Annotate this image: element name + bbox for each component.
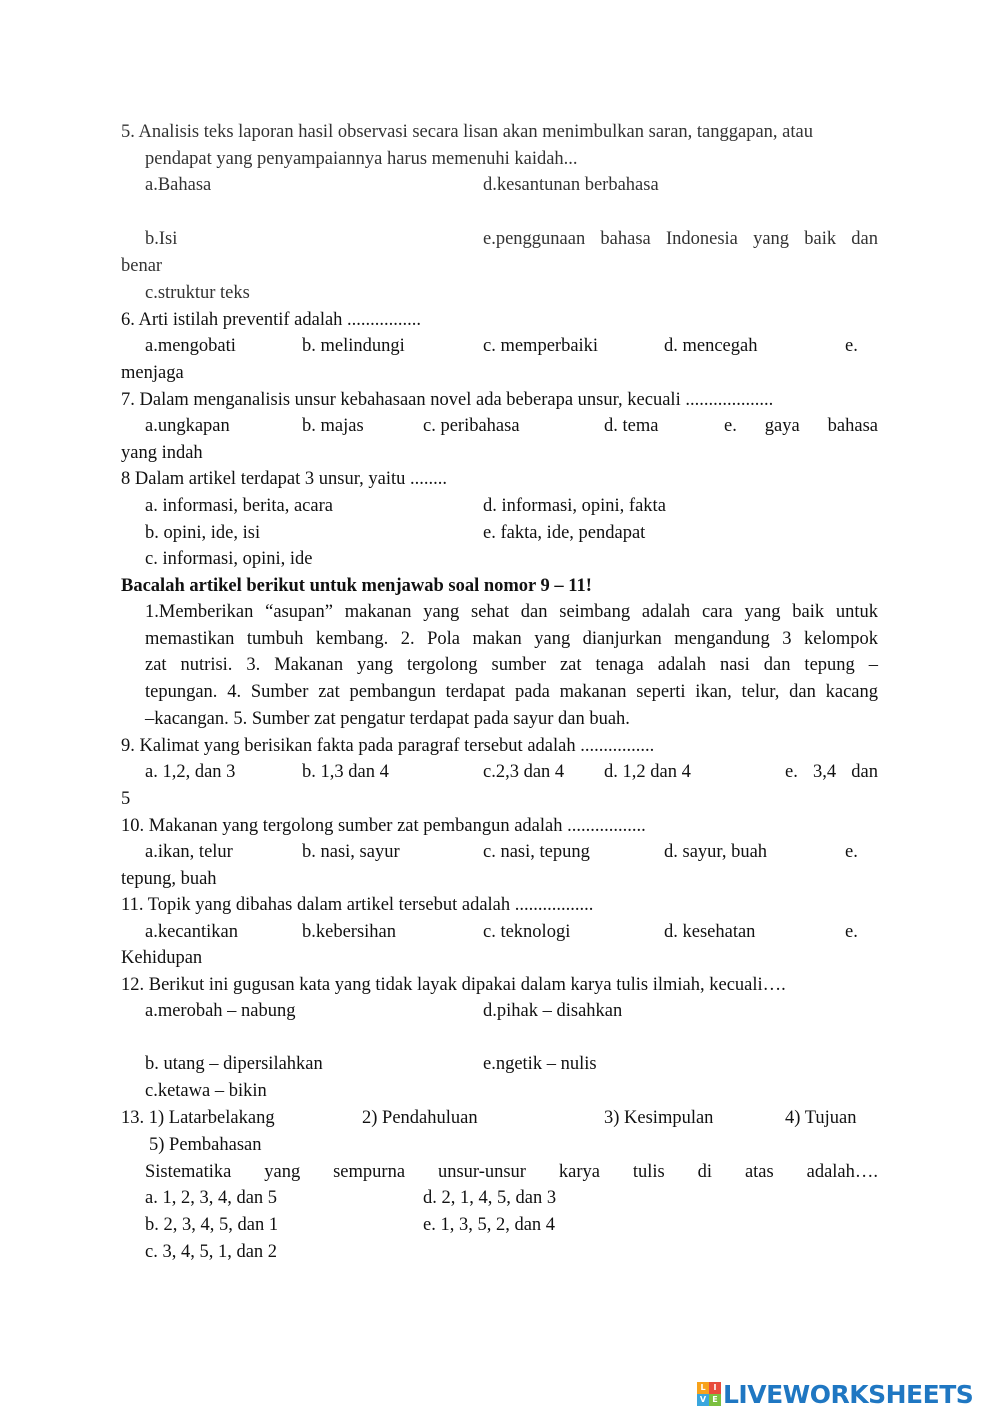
q13-item-4: 4) Tujuan	[785, 1108, 857, 1128]
q5-option-a: a.Bahasa	[145, 175, 212, 195]
q12-option-e: e.ngetik – nulis	[483, 1054, 597, 1074]
liveworksheets-mark-icon: L I V E	[697, 1382, 721, 1406]
q13-item-5: 5) Pembahasan	[149, 1135, 262, 1155]
q10-option-e: e.	[845, 842, 858, 862]
q6-option-e: e.	[845, 336, 858, 356]
q8-question: 8 Dalam artikel terdapat 3 unsur, yaitu ........	[121, 469, 447, 489]
q12-option-a: a.merobah – nabung	[145, 1001, 296, 1021]
q5-option-e: e.penggunaan bahasa Indonesia yang baik dan	[483, 229, 878, 249]
q13-option-c: c. 3, 4, 5, 1, dan 2	[145, 1242, 278, 1262]
q6-option-e-cont: menjaga	[121, 363, 184, 383]
q11-option-e: e.	[845, 922, 858, 942]
q8-option-a: a. informasi, berita, acara	[145, 496, 333, 516]
q11-option-e-cont: Kehidupan	[121, 948, 203, 968]
q12-option-b: b. utang – dipersilahkan	[145, 1054, 323, 1074]
q10-option-a: a.ikan, telur	[145, 842, 233, 862]
q6-question: 6. Arti istilah preventif adalah ................	[121, 310, 422, 330]
q5-question-line1: 5. Analisis teks laporan hasil observasi secara lisan akan menimbulkan saran, tanggapan, atau	[121, 122, 813, 142]
q13-option-b: b. 2, 3, 4, 5, dan 1	[145, 1215, 279, 1235]
q7-option-e-cont: yang indah	[121, 443, 203, 463]
q5-question-line2: pendapat yang penyampaiannya harus memenuhi kaidah...	[145, 149, 578, 169]
q10-option-b: b. nasi, sayur	[302, 842, 400, 862]
q11-option-b: b.kebersihan	[302, 922, 397, 942]
q6-option-c: c. memperbaiki	[483, 336, 599, 356]
q6-option-a: a.mengobati	[145, 336, 236, 356]
q9-option-d: d. 1,2 dan 4	[604, 762, 691, 782]
q9-option-c: c.2,3 dan 4	[483, 762, 565, 782]
q8-option-b: b. opini, ide, isi	[145, 523, 261, 543]
article-line: zat nutrisi. 3. Makanan yang tergolong sumber zat tenaga adalah nasi dan tepung –	[145, 655, 878, 675]
q8-option-c: c. informasi, opini, ide	[145, 549, 313, 569]
q5-option-c: c.struktur teks	[145, 283, 250, 303]
q13-stem: Sistematika yang sempurna unsur-unsur karya tulis di atas adalah….	[145, 1162, 879, 1182]
q12-option-d: d.pihak – disahkan	[483, 1001, 623, 1021]
q13-item-2: 2) Pendahuluan	[362, 1108, 478, 1128]
q8-option-e: e. fakta, ide, pendapat	[483, 523, 646, 543]
q9-option-e: e. 3,4 dan	[785, 762, 878, 782]
q13-item-1: 13. 1) Latarbelakang	[121, 1108, 275, 1128]
q10-option-c: c. nasi, tepung	[483, 842, 590, 862]
q11-option-c: c. teknologi	[483, 922, 571, 942]
q9-option-a: a. 1,2, dan 3	[145, 762, 236, 782]
q9-option-b: b. 1,3 dan 4	[302, 762, 389, 782]
q6-option-b: b. melindungi	[302, 336, 405, 356]
q9-question: 9. Kalimat yang berisikan fakta pada paragraf tersebut adalah ................	[121, 736, 655, 756]
article-line: memastikan tumbuh kembang. 2. Pola makan yang dianjurkan mengandung 3 kelompok	[145, 629, 878, 649]
q8-option-d: d. informasi, opini, fakta	[483, 496, 666, 516]
q12-question: 12. Berikut ini gugusan kata yang tidak layak dipakai dalam karya tulis ilmiah, kecuali….	[121, 975, 786, 995]
q5-option-e-cont: benar	[121, 256, 163, 276]
q11-option-a: a.kecantikan	[145, 922, 238, 942]
article-line: 1.Memberikan “asupan” makanan yang sehat dan seimbang adalah cara yang baik untuk	[145, 602, 878, 622]
q7-option-a: a.ungkapan	[145, 416, 230, 436]
q7-option-d: d. tema	[604, 416, 659, 436]
q11-option-d: d. kesehatan	[664, 922, 756, 942]
q13-option-a: a. 1, 2, 3, 4, dan 5	[145, 1188, 278, 1208]
q10-question: 10. Makanan yang tergolong sumber zat pembangun adalah .................	[121, 816, 646, 836]
q10-option-e-cont: tepung, buah	[121, 869, 217, 889]
q7-option-b: b. majas	[302, 416, 364, 436]
article-line: –kacangan. 5. Sumber zat pengatur terdapat pada sayur dan buah.	[145, 709, 630, 729]
article-heading: Bacalah artikel berikut untuk menjawab soal nomor 9 – 11!	[121, 576, 592, 596]
q13-item-3: 3) Kesimpulan	[604, 1108, 714, 1128]
q7-option-c: c. peribahasa	[423, 416, 520, 436]
q9-option-e-cont: 5	[121, 789, 131, 809]
q5-option-b: b.Isi	[145, 229, 178, 249]
q11-question: 11. Topik yang dibahas dalam artikel tersebut adalah .................	[121, 895, 594, 915]
article-line: tepungan. 4. Sumber zat pembangun terdapat pada makanan seperti ikan, telur, dan kacang	[145, 682, 878, 702]
q13-option-d: d. 2, 1, 4, 5, dan 3	[423, 1188, 557, 1208]
q7-option-e: e. gaya bahasa	[724, 416, 878, 436]
liveworksheets-logo[interactable]	[697, 1377, 997, 1411]
q13-option-e: e. 1, 3, 5, 2, dan 4	[423, 1215, 556, 1235]
q12-option-c: c.ketawa – bikin	[145, 1081, 267, 1101]
q5-option-d: d.kesantunan berbahasa	[483, 175, 659, 195]
q6-option-d: d. mencegah	[664, 336, 758, 356]
q10-option-d: d. sayur, buah	[664, 842, 768, 862]
q7-question: 7. Dalam menganalisis unsur kebahasaan novel ada beberapa unsur, kecuali ...................	[121, 390, 774, 410]
liveworksheets-logo-text: LIVEWORKSHEETS	[723, 1379, 974, 1409]
